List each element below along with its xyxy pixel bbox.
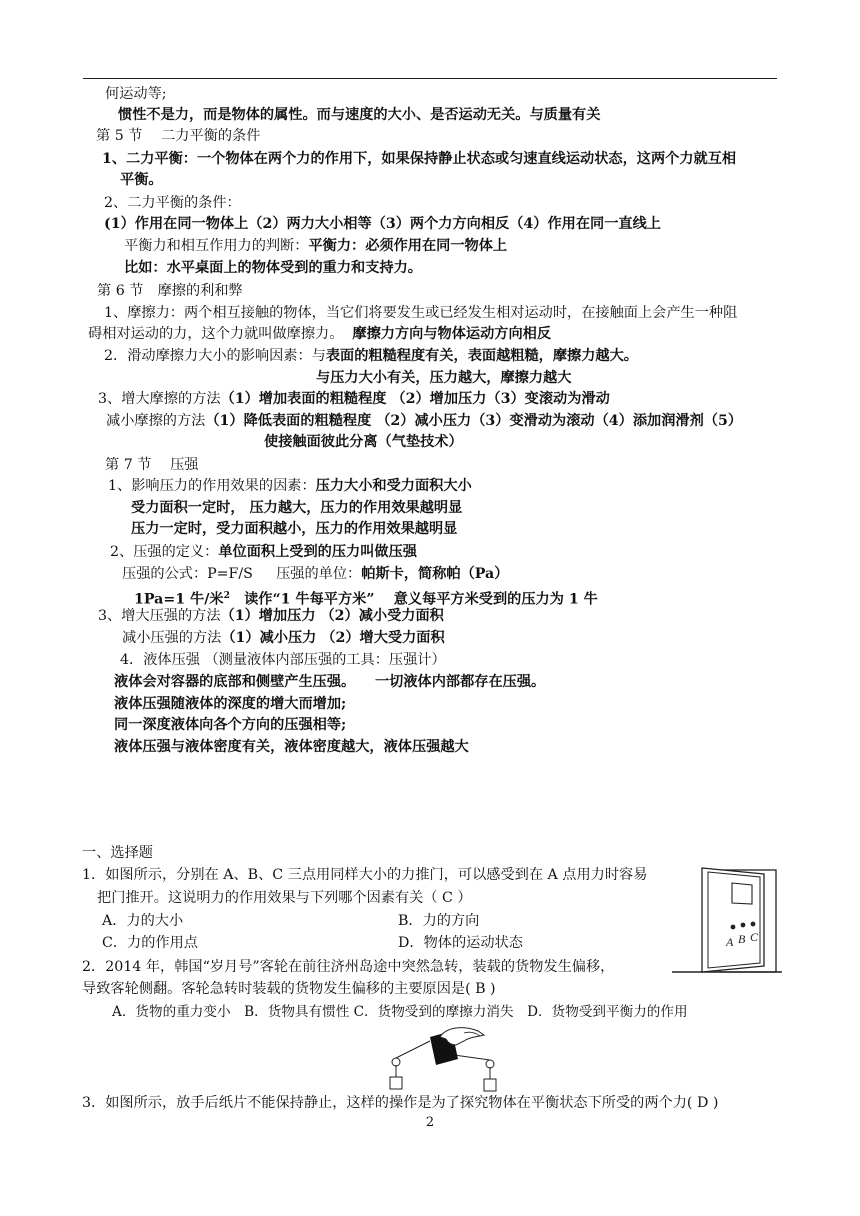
text-line: 惯性不是力，而是物体的属性。而与速度的大小、是否运动无关。与质量有关 <box>118 107 601 123</box>
text-line: 减小压强的方法（1）减小压力 （2）增大受力面积 <box>122 630 445 646</box>
text-line: 3、增大压强的方法（1）增加压力 （2）减小受力面积 <box>98 608 444 624</box>
text-line: 压强的公式：P=F/S 压强的单位：帕斯卡，简称帕（Pa） <box>122 566 509 582</box>
section-title: 第 7 节 压强 <box>105 457 199 473</box>
page-number: 2 <box>425 1115 435 1130</box>
text-line: 2、二力平衡的条件： <box>104 195 241 211</box>
card-pulley-figure <box>380 1025 512 1097</box>
text-line: 液体压强随液体的深度的增大而增加; <box>114 696 347 712</box>
text-line: 液体会对容器的底部和侧壁产生压强。 一切液体内部都存在压强。 <box>114 674 546 690</box>
question-text: 导致客轮侧翻。客轮急转时装载的货物发生偏移的主要原因是( B ) <box>82 981 496 997</box>
option-b: B．力的方向 <box>398 913 480 929</box>
text-line: 与压力大小有关，压力越大，摩擦力越大 <box>316 370 572 386</box>
text-line: 1、二力平衡：一个物体在两个力的作用下，如果保持静止状态或匀速直线运动状态，这两个力就互相 <box>102 151 737 167</box>
text-line: 2、压强的定义：单位面积上受到的压力叫做压强 <box>110 544 417 560</box>
text-line: 平衡力和相互作用力的判断：平衡力：必须作用在同一物体上 <box>124 238 508 254</box>
text-line: 1、摩擦力：两个相互接触的物体，当它们将要发生或已经发生相对运动时，在接触面上会产生一种阻 <box>104 305 738 321</box>
point-b-label: B <box>738 932 746 946</box>
point-c-label: C <box>750 930 759 944</box>
text-line: 1、影响压力的作用效果的因素：压力大小和受力面积大小 <box>108 478 472 494</box>
question-text: 3．如图所示，放手后纸片不能保持静止，这样的操作是为了探究物体在平衡状态下所受的两个力( D ) <box>82 1095 719 1111</box>
section-title: 第 5 节 二力平衡的条件 <box>96 128 261 144</box>
door-figure <box>672 862 784 978</box>
text-line: 4．液体压强 （测量液体内部压强的工具：压强计） <box>120 652 446 668</box>
text-line: 比如：水平桌面上的物体受到的重力和支持力。 <box>124 260 422 276</box>
header-rule <box>83 78 777 79</box>
question-text: 把门推开。这说明力的作用效果与下列哪个因素有关（ C ） <box>97 890 472 906</box>
text-line: 何运动等; <box>105 86 167 102</box>
question-text: 1．如图所示，分别在 A、B、C 三点用同样大小的力推门，可以感受到在 A 点用力时容易 <box>82 867 648 883</box>
option-d: D．物体的运动状态 <box>398 935 523 951</box>
text-line: 平衡。 <box>120 172 163 188</box>
point-a-label: A <box>726 935 734 949</box>
text-line: 1Pa=1 牛/米$^2$ 读作“1 牛每平方米” 意义每平方米受到的压力为 1 牛 <box>134 591 598 608</box>
text-line: 减小摩擦的方法（1）降低表面的粗糙程度 （2）减小压力（3）变滑动为滚动（4）添加润滑剂（5） <box>106 413 743 429</box>
question-text: 2．2014 年，韩国“岁月号”客轮在前往济州岛途中突然急转，装载的货物发生偏移， <box>82 959 615 975</box>
text-line: 碍相对运动的力，这个力就叫做摩擦力。 摩擦力方向与物体运动方向相反 <box>88 326 552 342</box>
text-line: 液体压强与液体密度有关，液体密度越大，液体压强越大 <box>114 739 469 755</box>
question-options: A．货物的重力变小 B．货物具有惯性 C．货物受到的摩擦力消失 D．货物受到平衡力的作用 <box>112 1004 688 1020</box>
section-title: 一、选择题 <box>82 845 153 861</box>
section-title: 第 6 节 摩擦的利和弊 <box>97 283 243 299</box>
option-a: A．力的大小 <box>102 913 184 929</box>
text-line: 2．滑动摩擦力大小的影响因素：与表面的粗糙程度有关，表面越粗糙，摩擦力越大。 <box>104 348 638 364</box>
option-c: C．力的作用点 <box>102 935 198 951</box>
text-line: 同一深度液体向各个方向的压强相等; <box>114 717 347 733</box>
text-line: 压力一定时，受力面积越小，压力的作用效果越明显 <box>131 521 458 537</box>
text-line: 3、增大摩擦的方法（1）增加表面的粗糙程度 （2）增加压力（3）变滚动为滑动 <box>98 391 610 407</box>
text-line: 使接触面彼此分离（气垫技术） <box>264 434 463 450</box>
text-line: 受力面积一定时， 压力越大，压力的作用效果越明显 <box>131 500 463 516</box>
text-line: (1）作用在同一物体上（2）两力大小相等（3）两个力方向相反（4）作用在同一直线上 <box>104 216 661 232</box>
